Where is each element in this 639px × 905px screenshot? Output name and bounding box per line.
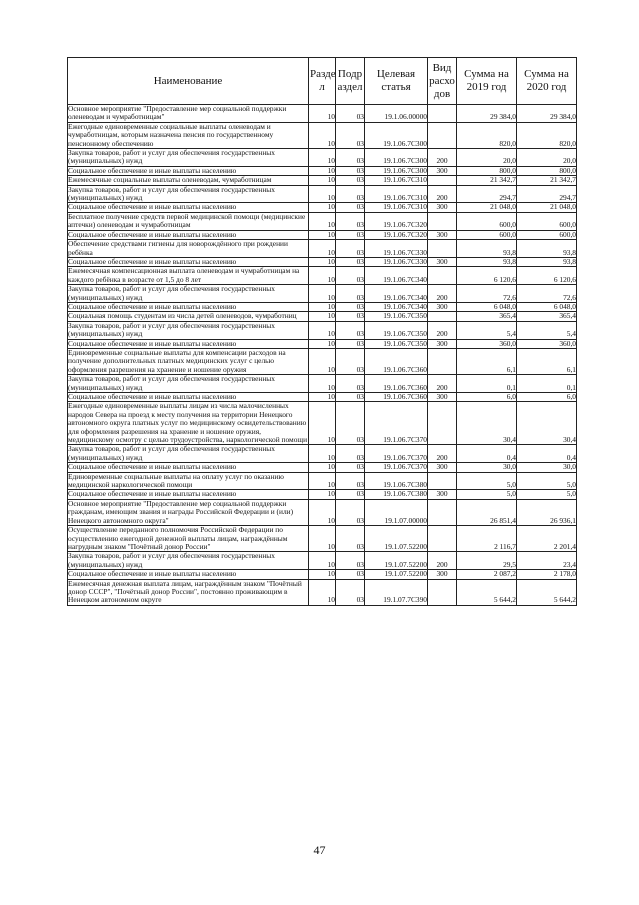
cell-razdel: 10 bbox=[309, 339, 336, 348]
table-row bbox=[68, 463, 577, 472]
table-row bbox=[68, 499, 577, 525]
cell-sum-2020: 6,1 bbox=[517, 348, 577, 374]
cell-razdel: 10 bbox=[309, 472, 336, 490]
cell-vid bbox=[428, 312, 457, 321]
cell-vid bbox=[428, 499, 457, 525]
table-row bbox=[68, 526, 577, 552]
cell-sum-2019: 2 087,2 bbox=[457, 570, 517, 579]
cell-podrazdel: 03 bbox=[336, 348, 365, 374]
cell-sum-2020: 93,8 bbox=[517, 240, 577, 258]
cell-razdel: 10 bbox=[309, 257, 336, 266]
cell-vid bbox=[428, 579, 457, 605]
cell-sum-2020: 294,7 bbox=[517, 185, 577, 203]
cell-sum-2019: 6 048,0 bbox=[457, 302, 517, 311]
cell-razdel: 10 bbox=[309, 212, 336, 230]
cell-podrazdel: 03 bbox=[336, 185, 365, 203]
cell-sum-2019: 6,0 bbox=[457, 393, 517, 402]
cell-podrazdel: 03 bbox=[336, 526, 365, 552]
cell-vid: 200 bbox=[428, 185, 457, 203]
cell-razdel: 10 bbox=[309, 312, 336, 321]
cell-sum-2020: 21 342,7 bbox=[517, 176, 577, 185]
cell-razdel: 10 bbox=[309, 570, 336, 579]
cell-podrazdel: 03 bbox=[336, 393, 365, 402]
budget-table bbox=[67, 57, 577, 606]
cell-razdel: 10 bbox=[309, 285, 336, 303]
header-vid: Вид расхо дов bbox=[428, 58, 457, 105]
table-row bbox=[68, 552, 577, 570]
cell-sum-2020: 93,8 bbox=[517, 257, 577, 266]
page-number: 47 bbox=[313, 843, 326, 857]
cell-code: 19.1.06.7С300 bbox=[365, 166, 428, 175]
cell-sum-2019: 21 048,0 bbox=[457, 203, 517, 212]
cell-code: 19.1.06.7С360 bbox=[365, 393, 428, 402]
table-row bbox=[68, 122, 577, 148]
cell-sum-2020: 30,4 bbox=[517, 402, 577, 445]
cell-vid: 300 bbox=[428, 230, 457, 239]
table-row bbox=[68, 321, 577, 339]
header-sum-2019: Сумма на 2019 год bbox=[457, 58, 517, 105]
table-row bbox=[68, 402, 577, 445]
table-row bbox=[68, 312, 577, 321]
cell-vid bbox=[428, 212, 457, 230]
cell-name: Социальное обеспечение и иные выплаты населению bbox=[68, 490, 309, 499]
cell-code: 19.1.07.52200 bbox=[365, 526, 428, 552]
cell-razdel: 10 bbox=[309, 490, 336, 499]
cell-podrazdel: 03 bbox=[336, 203, 365, 212]
cell-sum-2020: 800,0 bbox=[517, 166, 577, 175]
cell-name: Закупка товаров, работ и услуг для обеспечения государственных (муниципальных) нужд bbox=[68, 185, 309, 203]
cell-sum-2019: 5,0 bbox=[457, 472, 517, 490]
cell-name: Закупка товаров, работ и услуг для обеспечения государственных (муниципальных) нужд bbox=[68, 149, 309, 167]
cell-sum-2020: 5 644,2 bbox=[517, 579, 577, 605]
cell-vid: 200 bbox=[428, 552, 457, 570]
cell-code: 19.1.06.7С300 bbox=[365, 122, 428, 148]
cell-sum-2020: 5,0 bbox=[517, 472, 577, 490]
cell-podrazdel: 03 bbox=[336, 257, 365, 266]
cell-podrazdel: 03 bbox=[336, 166, 365, 175]
cell-sum-2019: 0,1 bbox=[457, 375, 517, 393]
cell-razdel: 10 bbox=[309, 185, 336, 203]
cell-vid bbox=[428, 105, 457, 123]
cell-sum-2019: 29,5 bbox=[457, 552, 517, 570]
cell-code: 19.1.06.7С320 bbox=[365, 230, 428, 239]
cell-sum-2019: 30,4 bbox=[457, 402, 517, 445]
cell-name: Социальное обеспечение и иные выплаты населению bbox=[68, 230, 309, 239]
cell-podrazdel: 03 bbox=[336, 105, 365, 123]
cell-vid: 200 bbox=[428, 321, 457, 339]
cell-sum-2020: 5,0 bbox=[517, 490, 577, 499]
cell-name: Ежемесячная денежная выплата лицам, награждённым знаком "Почётный донор СССР", "Почётный донор России", постоянно проживающим в Ненецком автономном округе bbox=[68, 579, 309, 605]
cell-razdel: 10 bbox=[309, 230, 336, 239]
cell-razdel: 10 bbox=[309, 375, 336, 393]
cell-podrazdel: 03 bbox=[336, 285, 365, 303]
cell-vid: 200 bbox=[428, 285, 457, 303]
cell-sum-2019: 93,8 bbox=[457, 240, 517, 258]
cell-name: Основное мероприятие "Предоставление мер социальной поддержки гражданам, имеющим звания и награды Российской Федерации и (или) Ненецкого автономного округа" bbox=[68, 499, 309, 525]
cell-vid bbox=[428, 176, 457, 185]
cell-code: 19.1.06.7С310 bbox=[365, 185, 428, 203]
cell-name: Закупка товаров, работ и услуг для обеспечения государственных (муниципальных) нужд bbox=[68, 375, 309, 393]
cell-podrazdel: 03 bbox=[336, 463, 365, 472]
cell-podrazdel: 03 bbox=[336, 267, 365, 285]
cell-code: 19.1.06.7С370 bbox=[365, 463, 428, 472]
cell-code: 19.1.06.7С300 bbox=[365, 149, 428, 167]
cell-vid bbox=[428, 472, 457, 490]
table-row bbox=[68, 375, 577, 393]
cell-vid bbox=[428, 402, 457, 445]
cell-razdel: 10 bbox=[309, 302, 336, 311]
cell-vid: 300 bbox=[428, 257, 457, 266]
cell-code: 19.1.07.7С390 bbox=[365, 579, 428, 605]
cell-sum-2019: 5,0 bbox=[457, 490, 517, 499]
cell-podrazdel: 03 bbox=[336, 312, 365, 321]
cell-razdel: 10 bbox=[309, 393, 336, 402]
cell-code: 19.1.06.7С330 bbox=[365, 257, 428, 266]
cell-sum-2019: 365,4 bbox=[457, 312, 517, 321]
table-row bbox=[68, 176, 577, 185]
cell-sum-2019: 6,1 bbox=[457, 348, 517, 374]
cell-sum-2019: 600,0 bbox=[457, 212, 517, 230]
cell-vid bbox=[428, 526, 457, 552]
cell-code: 19.1.06.7С340 bbox=[365, 285, 428, 303]
cell-podrazdel: 03 bbox=[336, 321, 365, 339]
cell-code: 19.1.06.7С370 bbox=[365, 402, 428, 445]
cell-sum-2019: 0,4 bbox=[457, 445, 517, 463]
cell-vid: 300 bbox=[428, 339, 457, 348]
table-row bbox=[68, 203, 577, 212]
cell-sum-2020: 29 384,0 bbox=[517, 105, 577, 123]
cell-name: Осуществление переданного полномочия Российской Федерации по осуществлению ежегодной денежной выплаты лицам, награждённым нагрудным знаком "Почётный донор России" bbox=[68, 526, 309, 552]
cell-sum-2020: 2 178,0 bbox=[517, 570, 577, 579]
cell-sum-2019: 29 384,0 bbox=[457, 105, 517, 123]
table-body bbox=[68, 105, 577, 606]
cell-sum-2019: 6 120,6 bbox=[457, 267, 517, 285]
cell-sum-2020: 72,6 bbox=[517, 285, 577, 303]
cell-vid: 200 bbox=[428, 445, 457, 463]
cell-code: 19.1.06.7С320 bbox=[365, 212, 428, 230]
cell-razdel: 10 bbox=[309, 348, 336, 374]
cell-razdel: 10 bbox=[309, 499, 336, 525]
cell-podrazdel: 03 bbox=[336, 339, 365, 348]
cell-code: 19.1.07.52200 bbox=[365, 552, 428, 570]
table-row bbox=[68, 570, 577, 579]
cell-razdel: 10 bbox=[309, 122, 336, 148]
cell-vid: 200 bbox=[428, 149, 457, 167]
cell-code: 19.1.06.7С350 bbox=[365, 321, 428, 339]
cell-code: 19.1.06.7С340 bbox=[365, 302, 428, 311]
cell-code: 19.1.06.7С380 bbox=[365, 472, 428, 490]
cell-sum-2020: 6 048,0 bbox=[517, 302, 577, 311]
cell-sum-2019: 820,0 bbox=[457, 122, 517, 148]
cell-name: Ежемесячные социальные выплаты оленеводам, чумработницам bbox=[68, 176, 309, 185]
cell-vid: 300 bbox=[428, 302, 457, 311]
cell-name: Ежегодные единовременные выплаты лицам из числа малочисленных народов Севера на проезд к месту получения на территории Ненецкого автономного округа платных услуг по медицинскому освидетельствованию для оформления разрешения на хранение и ношение оружия, медицинскому осмотру с целью трудоустройства, наркологической помощи bbox=[68, 401, 308, 445]
cell-razdel: 10 bbox=[309, 579, 336, 605]
header-razdel: Разде л bbox=[309, 58, 336, 105]
cell-code: 19.1.06.7С350 bbox=[365, 339, 428, 348]
cell-vid: 300 bbox=[428, 393, 457, 402]
cell-code: 19.1.06.7С340 bbox=[365, 267, 428, 285]
cell-podrazdel: 03 bbox=[336, 230, 365, 239]
table-row bbox=[68, 185, 577, 203]
cell-sum-2020: 5,4 bbox=[517, 321, 577, 339]
cell-name: Социальное обеспечение и иные выплаты населению bbox=[68, 166, 309, 175]
cell-razdel: 10 bbox=[309, 321, 336, 339]
cell-sum-2020: 30,0 bbox=[517, 463, 577, 472]
cell-sum-2019: 21 342,7 bbox=[457, 176, 517, 185]
cell-vid: 300 bbox=[428, 203, 457, 212]
cell-podrazdel: 03 bbox=[336, 579, 365, 605]
cell-code: 19.1.06.7С310 bbox=[365, 176, 428, 185]
cell-razdel: 10 bbox=[309, 203, 336, 212]
cell-sum-2020: 23,4 bbox=[517, 552, 577, 570]
cell-code: 19.1.06.7С360 bbox=[365, 348, 428, 374]
cell-name: Основное мероприятие "Предоставление мер социальной поддержки оленеводам и чумработницам" bbox=[68, 105, 309, 123]
cell-razdel: 10 bbox=[309, 445, 336, 463]
cell-code: 19.1.06.00000 bbox=[365, 105, 428, 123]
cell-podrazdel: 03 bbox=[336, 122, 365, 148]
cell-vid: 300 bbox=[428, 490, 457, 499]
cell-sum-2019: 600,0 bbox=[457, 230, 517, 239]
cell-name: Социальное обеспечение и иные выплаты населению bbox=[68, 463, 309, 472]
cell-vid bbox=[428, 240, 457, 258]
cell-podrazdel: 03 bbox=[336, 552, 365, 570]
cell-sum-2019: 30,0 bbox=[457, 463, 517, 472]
cell-name: Закупка товаров, работ и услуг для обеспечения государственных (муниципальных) нужд bbox=[68, 552, 309, 570]
cell-razdel: 10 bbox=[309, 166, 336, 175]
cell-podrazdel: 03 bbox=[336, 302, 365, 311]
cell-name: Социальная помощь студентам из числа детей оленеводов, чумработниц bbox=[68, 312, 309, 321]
table-row bbox=[68, 348, 577, 374]
cell-podrazdel: 03 bbox=[336, 212, 365, 230]
cell-name: Единовременные социальные выплаты для компенсации расходов на получение дополнительных платных медицинских услуг с целью оформления разрешения на хранение и ношение оружия bbox=[68, 348, 309, 374]
table-row bbox=[68, 267, 577, 285]
cell-sum-2020: 0,1 bbox=[517, 375, 577, 393]
cell-vid: 300 bbox=[428, 166, 457, 175]
cell-podrazdel: 03 bbox=[336, 499, 365, 525]
cell-sum-2020: 26 936,1 bbox=[517, 499, 577, 525]
cell-sum-2020: 360,0 bbox=[517, 339, 577, 348]
cell-podrazdel: 03 bbox=[336, 402, 365, 445]
table-row bbox=[68, 149, 577, 167]
cell-vid bbox=[428, 122, 457, 148]
cell-razdel: 10 bbox=[309, 105, 336, 123]
cell-podrazdel: 03 bbox=[336, 490, 365, 499]
cell-sum-2020: 0,4 bbox=[517, 445, 577, 463]
cell-vid: 200 bbox=[428, 375, 457, 393]
cell-name: Социальное обеспечение и иные выплаты населению bbox=[68, 339, 309, 348]
cell-name: Социальное обеспечение и иные выплаты населению bbox=[68, 203, 309, 212]
cell-sum-2019: 93,8 bbox=[457, 257, 517, 266]
cell-code: 19.1.07.52200 bbox=[365, 570, 428, 579]
table-row bbox=[68, 240, 577, 258]
cell-code: 19.1.06.7С350 bbox=[365, 312, 428, 321]
cell-code: 19.1.06.7С370 bbox=[365, 445, 428, 463]
cell-sum-2020: 6,0 bbox=[517, 393, 577, 402]
cell-name: Социальное обеспечение и иные выплаты населению bbox=[68, 302, 309, 311]
cell-sum-2020: 20,0 bbox=[517, 149, 577, 167]
cell-sum-2020: 21 048,0 bbox=[517, 203, 577, 212]
cell-podrazdel: 03 bbox=[336, 472, 365, 490]
cell-razdel: 10 bbox=[309, 240, 336, 258]
cell-podrazdel: 03 bbox=[336, 176, 365, 185]
cell-podrazdel: 03 bbox=[336, 240, 365, 258]
cell-sum-2019: 2 116,7 bbox=[457, 526, 517, 552]
cell-sum-2020: 365,4 bbox=[517, 312, 577, 321]
cell-razdel: 10 bbox=[309, 402, 336, 445]
header-code: Целевая статья bbox=[365, 58, 428, 105]
cell-code: 19.1.06.7С380 bbox=[365, 490, 428, 499]
cell-sum-2019: 72,6 bbox=[457, 285, 517, 303]
header-podrazdel: Подр аздел bbox=[336, 58, 365, 105]
cell-name: Бесплатное получение средств первой медицинской помощи (медицинские аптечки) оленеводам и чумработницам bbox=[68, 212, 309, 230]
cell-sum-2019: 5,4 bbox=[457, 321, 517, 339]
cell-name: Ежемесячная компенсационная выплата оленеводам и чумработницам на каждого ребёнка в возрасте от 1,5 до 8 лет bbox=[68, 267, 309, 285]
cell-sum-2019: 800,0 bbox=[457, 166, 517, 175]
cell-code: 19.1.06.7С330 bbox=[365, 240, 428, 258]
cell-name: Социальное обеспечение и иные выплаты населению bbox=[68, 393, 309, 402]
cell-sum-2019: 26 851,4 bbox=[457, 499, 517, 525]
cell-sum-2020: 600,0 bbox=[517, 230, 577, 239]
cell-name: Ежегодные единовременные социальные выплаты оленеводам и чумработницам, которым назначена пенсия по государственному пенсионному обеспечению bbox=[68, 122, 309, 148]
cell-code: 19.1.07.00000 bbox=[365, 499, 428, 525]
cell-razdel: 10 bbox=[309, 552, 336, 570]
cell-sum-2020: 6 120,6 bbox=[517, 267, 577, 285]
table-row bbox=[68, 445, 577, 463]
cell-name: Закупка товаров, работ и услуг для обеспечения государственных (муниципальных) нужд bbox=[68, 285, 309, 303]
cell-razdel: 10 bbox=[309, 267, 336, 285]
cell-razdel: 10 bbox=[309, 176, 336, 185]
cell-code: 19.1.06.7С310 bbox=[365, 203, 428, 212]
cell-vid: 300 bbox=[428, 570, 457, 579]
table-row bbox=[68, 212, 577, 230]
table-header-row bbox=[68, 58, 577, 105]
table-row bbox=[68, 105, 577, 123]
cell-podrazdel: 03 bbox=[336, 149, 365, 167]
cell-vid bbox=[428, 267, 457, 285]
cell-razdel: 10 bbox=[309, 526, 336, 552]
cell-sum-2020: 600,0 bbox=[517, 212, 577, 230]
cell-name: Закупка товаров, работ и услуг для обеспечения государственных (муниципальных) нужд bbox=[68, 445, 309, 463]
cell-razdel: 10 bbox=[309, 149, 336, 167]
header-sum-2020: Сумма на 2020 год bbox=[517, 58, 577, 105]
cell-sum-2020: 2 201,4 bbox=[517, 526, 577, 552]
cell-name: Социальное обеспечение и иные выплаты населению bbox=[68, 570, 309, 579]
cell-sum-2019: 5 644,2 bbox=[457, 579, 517, 605]
cell-vid: 300 bbox=[428, 463, 457, 472]
header-name: Наименование bbox=[68, 58, 309, 105]
cell-vid bbox=[428, 348, 457, 374]
cell-podrazdel: 03 bbox=[336, 570, 365, 579]
cell-sum-2019: 360,0 bbox=[457, 339, 517, 348]
cell-razdel: 10 bbox=[309, 463, 336, 472]
table-row bbox=[68, 579, 577, 605]
cell-sum-2020: 820,0 bbox=[517, 122, 577, 148]
cell-sum-2019: 294,7 bbox=[457, 185, 517, 203]
cell-name: Социальное обеспечение и иные выплаты населению bbox=[68, 257, 309, 266]
cell-name: Единовременные социальные выплаты на оплату услуг по оказанию медицинской наркологической помощи bbox=[68, 472, 309, 490]
table-row bbox=[68, 472, 577, 490]
cell-podrazdel: 03 bbox=[336, 445, 365, 463]
cell-name: Закупка товаров, работ и услуг для обеспечения государственных (муниципальных) нужд bbox=[68, 321, 309, 339]
cell-sum-2019: 20,0 bbox=[457, 149, 517, 167]
cell-name: Обеспечение средствами гигиены для новорождённого при рождении ребёнка bbox=[68, 240, 309, 258]
table-row bbox=[68, 490, 577, 499]
table-row bbox=[68, 285, 577, 303]
cell-code: 19.1.06.7С360 bbox=[365, 375, 428, 393]
cell-podrazdel: 03 bbox=[336, 375, 365, 393]
